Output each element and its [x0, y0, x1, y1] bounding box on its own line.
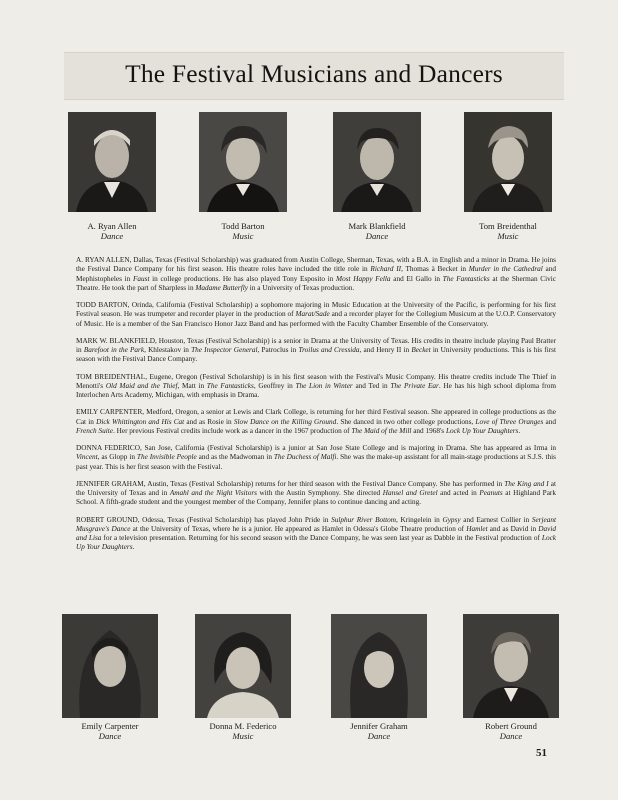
- bio-title-italic: Vincent: [76, 453, 98, 462]
- bio-text: . She danced in two other college productions,: [336, 417, 476, 426]
- person-role: Music: [232, 231, 254, 241]
- bio-text: and acted in: [437, 489, 480, 497]
- bio-title-italic: Lock Up Your Daughters: [76, 534, 556, 552]
- bio-title-italic: The Lion in Winter: [295, 381, 353, 390]
- bio-title-italic: The Maid of the Mill: [351, 426, 412, 435]
- person-role: Dance: [98, 731, 122, 741]
- bio-title-italic: The King and I: [504, 479, 549, 488]
- bio-text: at the University of Texas, where he is a junior. He appeared as Hamlet in Odessa's Globe Theatre production of: [130, 524, 467, 533]
- person-role: Dance: [367, 731, 391, 741]
- bio-text: and a recorder player for the Collegium Musicum at the U.O.P. Conservatory of Music. He is a member of the San Francisco Honor Jazz Band and has performed with the Faculty Chamber Ensemble of the Conservatory.: [76, 310, 556, 328]
- caption-emily-carpenter: [55, 721, 165, 741]
- bio-title-italic: Hansel and Gretel: [382, 489, 438, 497]
- bio-title-italic: Marat/Sade: [295, 310, 330, 319]
- bio-text: , Thomas à Becket in: [401, 265, 469, 274]
- bio-text: . She was the make-up assistant for all main-stage productions at S.J.S. this past year. This is her first season with the Festival.: [76, 453, 556, 471]
- bio-text: and: [543, 417, 556, 426]
- bio-text: and as the Madwoman in: [196, 453, 274, 462]
- bio-text: at the Sherman Civic Theatre. He took the part of Sharpless in: [76, 274, 556, 292]
- bio-text: .: [518, 426, 521, 435]
- bio-text: .: [132, 543, 135, 552]
- portrait-photo-emily-carpenter: [62, 614, 158, 718]
- bio-text: , Patroclus in: [257, 346, 299, 354]
- caption-robert-ground: [456, 721, 566, 741]
- bio-paragraph: [76, 444, 556, 472]
- portrait-photo-jennifer-graham: [331, 614, 427, 718]
- person-name: Robert Ground: [485, 721, 537, 731]
- bio-text: and Earnest Collier in: [460, 515, 532, 524]
- bio-title-italic: The Private Ear: [390, 381, 439, 390]
- bio-text: JENNIFER GRAHAM, Austin, Texas (Festival Scholarship) returns for her third season with the Festival Dance Company. She has performed in: [76, 479, 505, 488]
- bio-title-italic: The Inspector General: [191, 346, 258, 354]
- bio-text: TODD BARTON, Orinda, California (Festival Scholarship) a sophomore majoring in Music Education at the University of the Pacific, is performing for his first Festival season. He was trumpeter and recorder player in the production of: [76, 301, 556, 319]
- person-name: Donna M. Federico: [209, 721, 277, 731]
- bio-text: , Kringelein in: [396, 515, 443, 524]
- person-name: A. Ryan Allen: [87, 221, 137, 231]
- bio-title-italic: Gypsy: [442, 515, 461, 524]
- caption-mark-blankfield: [322, 221, 432, 241]
- bio-text: and 1968's: [411, 426, 446, 435]
- bio-paragraph: [76, 301, 556, 329]
- bio-title-italic: The Fantasticks: [206, 381, 254, 390]
- bio-title-italic: Richard II: [370, 265, 402, 274]
- bio-title-italic: Old Maid and the Thief: [105, 381, 178, 390]
- bio-title-italic: David and Lisa: [76, 524, 556, 542]
- bio-title-italic: The Duchess of Malfi: [273, 453, 337, 462]
- bio-title-italic: Most Happy Fella: [336, 274, 391, 283]
- bio-paragraph: [76, 516, 556, 553]
- bio-text: . Her previous Festival credits include work as a dancer in the 1967 production of: [112, 426, 352, 435]
- bio-title-italic: Slow Dance on the Killing Ground: [233, 417, 337, 426]
- bio-text: , and Henry II in: [359, 346, 412, 354]
- bio-paragraph: [76, 480, 556, 508]
- bio-title-italic: French Suite: [76, 426, 113, 435]
- caption-todd-barton: [188, 221, 298, 241]
- bio-paragraph: [76, 337, 556, 365]
- person-name: Todd Barton: [221, 221, 265, 231]
- page-number: 51: [536, 747, 547, 759]
- bio-title-italic: Hamlet: [466, 524, 488, 533]
- bio-title-italic: Dick Whittington and His Cat: [96, 417, 185, 426]
- bio-text: and Ted in: [352, 381, 391, 390]
- caption-a-ryan-allen: [57, 221, 167, 241]
- person-name: Jennifer Graham: [350, 721, 408, 731]
- portrait-photo-mark-blankfield: [333, 112, 421, 212]
- caption-donna-m-federico: [188, 721, 298, 741]
- bio-text: in University productions. This is his first season with the Festival Dance Company.: [76, 346, 556, 364]
- bio-text: , Khlestakov in: [144, 346, 192, 354]
- bio-title-italic: Barefoot in the Park: [83, 346, 145, 354]
- bio-text: in college productions. He has also played Tony Esposito in: [149, 274, 337, 283]
- bio-paragraph: [76, 256, 556, 293]
- bio-text: at the University of Texas and in: [76, 479, 557, 497]
- portrait-photo-robert-ground: [463, 614, 559, 718]
- portrait-photo-todd-barton: [199, 112, 287, 212]
- bio-title-italic: Sulphur River Bottom: [331, 515, 397, 524]
- bio-title-italic: Love of Three Oranges: [475, 417, 544, 426]
- bio-title-italic: Troilus and Cressida: [298, 346, 360, 354]
- bio-title-italic: Becket: [411, 346, 431, 354]
- bio-text: ROBERT GROUND, Odessa, Texas (Festival Scholarship) has played John Pride in: [76, 515, 332, 524]
- bio-title-italic: Serjeant Musgrave's Dance: [76, 515, 557, 533]
- bio-paragraph: [76, 408, 556, 436]
- bio-text: with the Austin Symphony. She directed: [256, 489, 383, 497]
- bio-text: . He has his high school diploma from Interlochen Arts Academy, Michigan, with emphasis in Drama.: [76, 381, 556, 399]
- bio-title-italic: Murder in the Cathedral: [468, 265, 543, 274]
- person-role: Dance: [100, 231, 124, 241]
- bio-title-italic: Peanuts: [479, 489, 503, 497]
- caption-tom-breidenthal: [453, 221, 563, 241]
- person-role: Music: [232, 731, 254, 741]
- bio-text: EMILY CARPENTER, Medford, Oregon, a senior at Lewis and Clark College, is returning for her third Festival season. She appeared in college productions as the Cat in: [76, 408, 556, 426]
- page-title: The Festival Musicians and Dancers: [125, 59, 503, 88]
- bio-title-italic: The Invisible People: [136, 453, 197, 462]
- person-role: Music: [497, 231, 519, 241]
- bio-title-italic: Madame Butterfly: [195, 283, 248, 292]
- portrait-photo-tom-breidenthal: [464, 112, 552, 212]
- bio-text: and El Gallo in: [390, 274, 443, 283]
- person-name: Tom Breidenthal: [479, 221, 537, 231]
- bio-text: , as Glopp in: [97, 453, 137, 462]
- bio-title-italic: The Fantasticks: [442, 274, 490, 283]
- bio-text: TOM BREIDENTHAL, Eugene, Oregon (Festival Scholarship) is in his first season with the Festival's Music Company. His theatre credits include The Thief in Menotti's: [76, 372, 556, 390]
- bio-title-italic: Faust: [132, 274, 150, 283]
- bio-text: for a television presentation. Returning for his second season with the Dance Company, he was seen last year as Dabble in the Festival production of: [101, 534, 542, 542]
- bio-text: in a University of Texas production.: [247, 283, 355, 292]
- portrait-photo-donna-m-federico: [195, 614, 291, 718]
- bio-title-italic: Lock Up Your Daughters: [445, 426, 519, 435]
- bio-text: A. RYAN ALLEN, Dallas, Texas (Festival Scholarship) was graduated from Austin College, Sherman, Texas, with a B.A. in English and a minor in Drama. He joins the Festival Dance Company for his first season. His theatre roles have included the title role in: [76, 256, 556, 274]
- bio-paragraph: [76, 373, 556, 401]
- person-role: Dance: [365, 231, 389, 241]
- bio-text: MARK W. BLANKFIELD, Houston, Texas (Festival Scholarship) is a senior in Drama at the University of Texas. His credits in theatre include playing Paul Bratter in: [76, 336, 556, 354]
- caption-jennifer-graham: [324, 721, 434, 741]
- biographies: [76, 256, 556, 561]
- bio-text: at Highland Park School. A fifth-grade student and the youngest member of the Company, Jennifer plans to continue dancing and acting.: [76, 489, 556, 507]
- portrait-photo-a-ryan-allen: [68, 112, 156, 212]
- person-role: Dance: [499, 731, 523, 741]
- person-name: Emily Carpenter: [81, 721, 139, 731]
- bio-text: DONNA FEDERICO, San Jose, California (Festival Scholarship) is a junior at San Jose State College and is majoring in Drama. She has appeared as Irma in: [76, 444, 556, 452]
- bio-text: , Geoffrey in: [253, 381, 296, 390]
- bio-text: and Mephistopheles in: [76, 265, 557, 283]
- bio-text: , Matt in: [177, 381, 207, 390]
- bio-text: and as Rosie in: [184, 417, 234, 426]
- bio-title-italic: Amahl and the Night Visitors: [169, 489, 257, 497]
- person-name: Mark Blankfield: [348, 221, 406, 231]
- bio-text: and as David in: [487, 524, 539, 533]
